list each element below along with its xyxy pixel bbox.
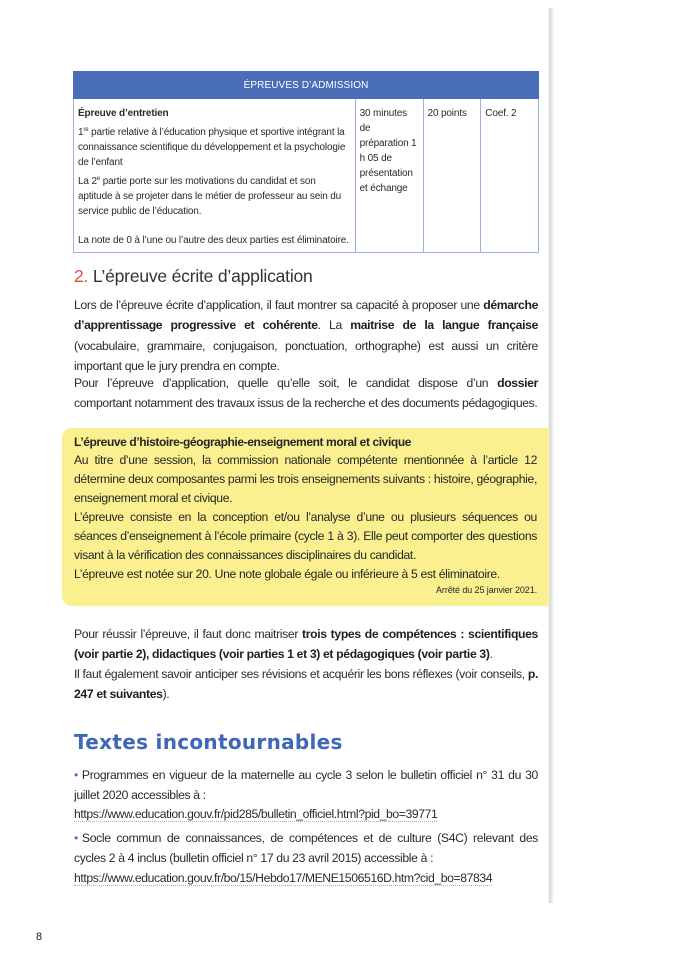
text: Il faut également savoir anticiper ses révisions et acquérir les bons réflexes (voir conseils,	[74, 667, 528, 681]
list-item	[74, 829, 538, 888]
url-link[interactable]: https://www.education.gouv.fr/pid285/bulletin_officiel.html?pid_bo=39771	[74, 807, 438, 822]
text: ).	[162, 687, 170, 702]
paragraph-application	[74, 295, 538, 376]
text: (vocabulaire, grammaire, conjugaison, ponctuation, orthographe) est aussi un critère important que le jury prendra en compte.	[74, 338, 538, 373]
section-title: L’épreuve écrite d’application	[88, 266, 313, 286]
section-heading	[74, 266, 313, 287]
text: Lors de l’épreuve écrite d’application, il faut montrer sa capacité à proposer une	[74, 298, 484, 312]
emphasis: maitrise de la langue française	[350, 318, 538, 333]
highlight-box-title: L’épreuve d’histoire-géographie-enseignement moral et civique	[74, 435, 412, 449]
text: . La	[317, 318, 351, 333]
highlight-box-paragraph: Au titre d’une session, la commission nationale compétente mentionnée à l’article 12 détermine deux composantes parmi les trois enseignements suivants : histoire, géographie, enseignement moral et civique.	[74, 453, 537, 505]
part1-number: 1	[78, 127, 84, 138]
text: comportant notamment des travaux issus de la recherche et des documents pédagogiques.	[74, 396, 538, 411]
page-number: 8	[36, 931, 43, 943]
section-number: 2.	[74, 266, 89, 286]
text: Pour l’épreuve d’application, quelle qu’elle soit, le candidat dispose d’un	[74, 376, 498, 390]
part2-prefix: La 2	[78, 176, 97, 187]
bullet-icon: •	[74, 831, 78, 846]
emphasis: p. 247 et suivantes	[74, 667, 538, 702]
highlight-box-paragraph: L’épreuve consiste en la conception et/ou l’analyse d’une ou plusieurs séquences ou séances d’enseignement à l’école primaire (cycle 1 à 3). Elle peut comporter des questions visant à la vérification des connaissances disciplinaires du candidat.	[74, 510, 537, 562]
text: Pour réussir l’épreuve, il faut donc maitriser	[74, 627, 303, 641]
list-item-text: Socle commun de connaissances, de compétences et de culture (S4C) relevant des cycles 2 à 4 inclus (bulletin officiel n° 17 du 23 avril 2015) accessible à :	[74, 831, 538, 865]
exam-part1	[78, 125, 351, 170]
admission-table	[73, 71, 539, 253]
textes-heading: Textes incontournables	[74, 730, 343, 754]
part1-text: partie relative à l’éducation physique et sportive intégrant la connaissance scientifique du développement et la psychologie de l’enfant	[78, 127, 346, 168]
emphasis: trois types de compétences : scientifiques (voir partie 2), didactiques (voir parties 1 et 3) et pédagogiques (voir partie 3)	[74, 627, 538, 662]
textes-list	[74, 766, 538, 892]
table-header: ÉPREUVES D’ADMISSION	[74, 72, 539, 99]
part2-superscript: e	[96, 176, 101, 182]
list-item	[74, 766, 538, 825]
part2-text: partie porte sur les motivations du candidat et son aptitude à se projeter dans le métier de professeur au sein du service public de l’éducation.	[78, 176, 342, 217]
highlight-box	[62, 428, 549, 606]
part1-superscript: re	[83, 127, 89, 133]
exam-duration-cell: 30 minutes de préparation 1 h 05 de présentation et échange	[355, 99, 423, 253]
highlight-box-source: Arrêté du 25 janvier 2021.	[436, 585, 537, 595]
text: .	[489, 647, 493, 662]
exam-part2	[78, 174, 351, 219]
table-row	[74, 99, 539, 253]
exam-elimination-note: La note de 0 à l’une ou l’autre des deux parties est éliminatoire.	[78, 235, 349, 246]
paragraph-competences	[74, 624, 538, 665]
paragraph-dossier	[74, 373, 538, 414]
exam-coef-cell: Coef. 2	[481, 99, 539, 253]
emphasis: dossier	[497, 376, 538, 390]
exam-title: Épreuve d’entretien	[78, 108, 169, 119]
paragraph-revisions	[74, 664, 538, 705]
highlight-box-paragraph: L’épreuve est notée sur 20. Une note globale égale ou inférieure à 5 est éliminatoire.	[74, 567, 500, 581]
exam-description-cell	[74, 99, 356, 253]
url-link[interactable]: https://www.education.gouv.fr/bo/15/Hebdo17/MENE1506516D.htm?cid_bo=87834	[74, 870, 493, 885]
bullet-icon: •	[74, 768, 78, 782]
list-item-text: Programmes en vigueur de la maternelle au cycle 3 selon le bulletin officiel n° 31 du 30 juillet 2020 accessibles à :	[74, 768, 538, 802]
exam-points-cell: 20 points	[423, 99, 481, 253]
emphasis: démarche d’apprentissage progressive et cohérente	[74, 298, 538, 333]
